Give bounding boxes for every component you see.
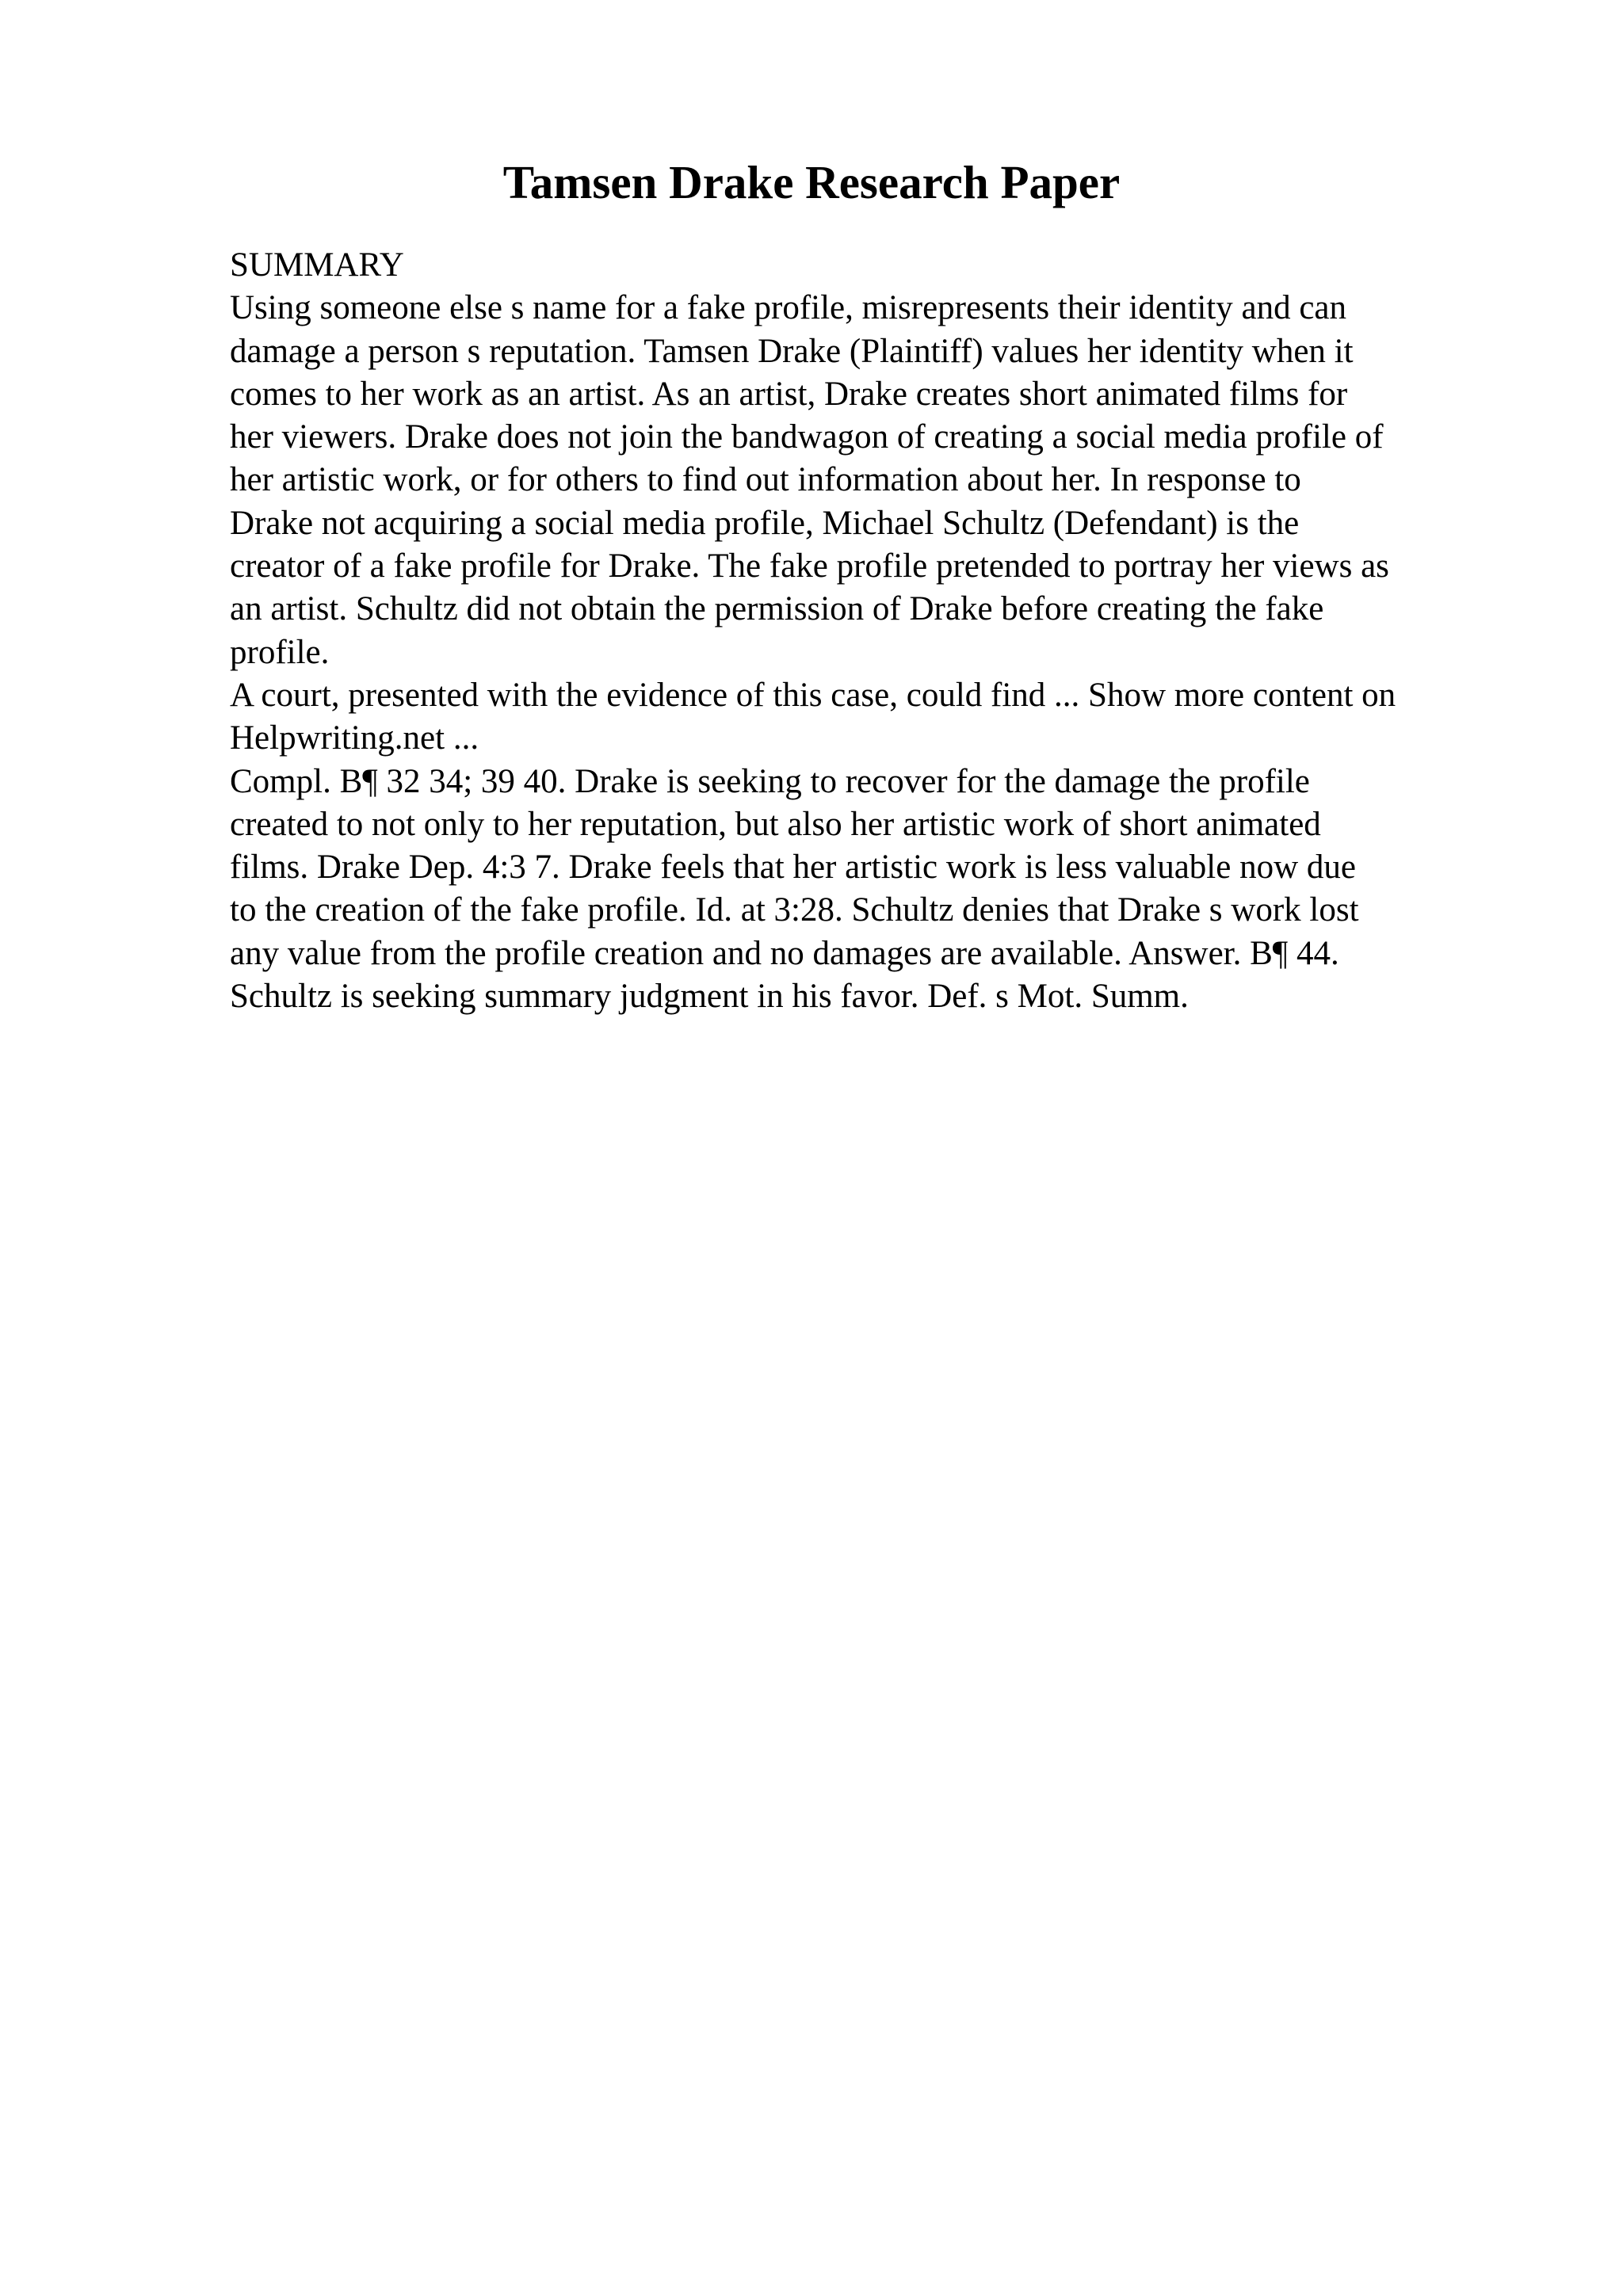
- body-line: her artistic work, or for others to find out information about her. In response to: [230, 461, 1301, 499]
- body-line: profile.: [230, 633, 330, 671]
- body-line: created to not only to her reputation, but also her artistic work of short animated: [230, 805, 1321, 843]
- body-line: creator of a fake profile for Drake. The fake profile pretended to portray her views as: [230, 547, 1389, 585]
- document-title: Tamsen Drake Research Paper: [502, 156, 1121, 208]
- body-line: Drake not acquiring a social media profile, Michael Schultz (Defendant) is the: [230, 504, 1300, 542]
- document-body: [230, 244, 1514, 1018]
- body-line: to the creation of the fake profile. Id. at 3:28. Schultz denies that Drake s work lost: [230, 891, 1359, 929]
- body-line: films. Drake Dep. 4:3 7. Drake feels that her artistic work is less valuable now due: [230, 849, 1356, 887]
- body-line: Compl. B¶ 32 34; 39 40. Drake is seeking to recover for the damage the profile: [230, 762, 1310, 800]
- body-line: damage a person s reputation. Tamsen Drake (Plaintiff) values her identity when it: [230, 332, 1354, 370]
- section-heading-summary: SUMMARY: [230, 246, 404, 284]
- body-line: her viewers. Drake does not join the bandwagon of creating a social media profile of: [230, 418, 1384, 456]
- body-line: Using someone else s name for a fake profile, misrepresents their identity and can: [230, 289, 1346, 327]
- body-line: comes to her work as an artist. As an artist, Drake creates short animated films for: [230, 375, 1348, 413]
- body-line: an artist. Schultz did not obtain the permission of Drake before creating the fake: [230, 590, 1324, 628]
- body-line: A court, presented with the evidence of this case, could find ... Show more content on: [230, 676, 1396, 714]
- body-line: any value from the profile creation and no damages are available. Answer. B¶ 44.: [230, 934, 1339, 972]
- body-line: Schultz is seeking summary judgment in his favor. Def. s Mot. Summ.: [230, 978, 1189, 1016]
- body-line: Helpwriting.net ...: [230, 719, 479, 757]
